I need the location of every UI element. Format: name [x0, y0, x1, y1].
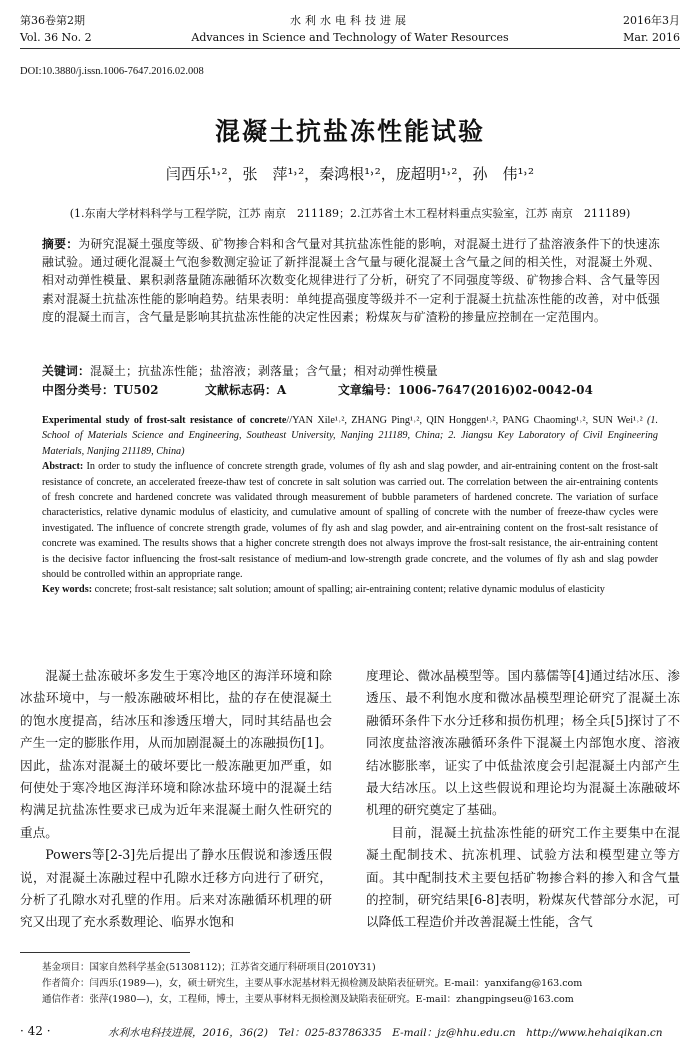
affiliation: (1.东南大学材料科学与工程学院，江苏 南京 211189；2.江苏省土木工程材料重点实验室，江苏 南京 211189) — [69, 207, 631, 220]
en-keywords-text: concrete; frost-salt resistance; salt solution; amount of spalling; air-entraining content; relative dynamic modulus of elasticity — [94, 584, 605, 596]
article-no-value: 1006-7647(2016)02-0042-04 — [398, 383, 594, 397]
en-keywords-label: Key words: — [42, 584, 93, 596]
issue-en: Vol. 36 No. 2 — [20, 31, 92, 44]
journal-en: Advances in Science and Technology of Water Resources — [191, 31, 509, 44]
footnote-fund: 基金项目：国家自然科学基金(51308112)；江苏省交通厅科研项目(2010Y31) — [42, 962, 376, 973]
en-title: Experimental study of frost-salt resistance of concrete — [42, 415, 287, 426]
right-paragraph-1: 度理论、微冰晶模型等。国内慕儒等[4]通过结冰压、渗透压、最不利饱水度和微冰晶模型理论研究了混凝土冻融循环条件下水分迁移和损伤机理；杨全兵[5]探讨了不同浓度盐溶液冻融循环条件下混凝土内部饱水度、溶液结冰膨胀率，证实了中低盐浓度会引起混凝土内部产生最大结冰压。以上这些假说和理论均为混凝土冻融破坏机理的研究奠定了基础。 — [366, 668, 680, 818]
issue-cn: 第36卷第2期 — [20, 14, 85, 27]
clc-value: TU502 — [113, 383, 159, 397]
en-affil: (1. School of Materials Science and Engineering, Southeast University, Nanjing 211189, China; 2. Jiangsu Key Laboratory of Civil Engineering Materials, Nanjing 211189, China) — [42, 415, 659, 457]
en-abstract-text: In order to study the influence of concrete strength grade, volumes of fly ash and slag powder, and air-entraining content on the frost-salt resistance of concrete, an accelerated freeze-thaw test of concrete in salt solution was carried out. The correlation between the air-entraining contents of fresh concrete and hardened concrete was validated through measurement of bubble parameters of hardened concrete. The variation of surface characteristics, relative dynamic modulus of elasticity, and cumulative amount of spalling of concrete with the number of freeze-thaw cycles were investigated. The influence of concrete strength grade, volumes of fly ash and slag powder, and air-entraining content on the frost-salt resistance of concrete was examined. The results shows that a higher concrete strength does not always improve the frost-salt resistance, the air-entraining content is the decisive factor influencing the frost-salt resistance of medium-and low-strength grade concrete, and the volumes of fly ash and slag powder should be controlled within an appropriate range. — [42, 461, 658, 581]
article-no-label: 文章编号： — [338, 383, 398, 397]
authors: 闫西乐¹˒²，张 萍¹˒²，秦鸿根¹˒²，庞超明¹˒²，孙 伟¹˒² — [165, 165, 535, 183]
footnote-author: 作者简介：闫西乐(1989—)，女，硕士研究生，主要从事水泥基材料无损检测及缺陷表征研究。E-mail：yanxifang@163.com — [42, 978, 583, 989]
footnote-corresponding: 通信作者：张萍(1980—)，女，工程师，博士，主要从事材料无损检测及缺陷表征研究。E-mail：zhangpingseu@163.com — [42, 994, 574, 1005]
date-cn: 2016年3月 — [623, 14, 680, 27]
left-paragraph-2: Powers等[2-3]先后提出了静水压假说和渗透压假说，对混凝土冻融过程中孔隙水迁移方向进行了研究，分析了孔隙水对孔壁的作用。后来对冻融循环机理的研究又出现了充水系数理论、临界水饱和 — [20, 847, 332, 930]
footnote-rule — [20, 952, 190, 953]
body-right-column — [366, 665, 680, 934]
en-abstract-label: Abstract: — [42, 461, 84, 473]
page-number: · 42 · — [20, 1024, 51, 1038]
classification-line — [42, 381, 660, 399]
abstract-en — [42, 413, 658, 598]
abstract-cn-text: 为研究混凝土强度等级、矿物掺合料和含气量对其抗盐冻性能的影响，对混凝土进行了盐溶液条件下的快速冻融试验。通过硬化混凝土气泡参数测定验证了新拌混凝土含气量与硬化混凝土含气量之间的相关性，对混凝土外观、相对动弹性模量、累积剥落量随冻融循环次数变化规律进行了分析，研究了不同强度等级、矿物掺合料、含气量等因素对混凝土抗盐冻性能的影响趋势。结果表明：单纯提高强度等级并不一定利于混凝土抗盐冻性能的改善，对中低强度的混凝土而言，含气量是影响其抗盐冻性能的决定性因素；粉煤灰与矿渣粉的掺量应控制在一定范围内。 — [42, 237, 660, 324]
abstract-cn-label: 摘要： — [42, 237, 79, 251]
footnotes — [42, 960, 662, 1008]
abstract-cn — [42, 235, 660, 326]
date-en: Mar. 2016 — [623, 31, 680, 44]
keywords-cn — [42, 362, 660, 380]
clc-label: 中图分类号： — [42, 383, 114, 397]
doi: DOI:10.3880/j.issn.1006-7647.2016.02.008 — [20, 66, 204, 77]
paper-title: 混凝土抗盐冻性能试验 — [214, 117, 485, 146]
left-paragraph-1: 混凝土盐冻破坏多发生于寒冷地区的海洋环境和除冰盐环境中，与一般冻融破坏相比，盐的存在使混凝土的饱水度提高，结冰压和渗透压增大，同时其结晶也会产生一定的膨胀作用，从而加剧混凝土的冻融损伤[1]。因此，盐冻对混凝土的破坏要比一般冻融更加严重，如何使处于寒冷地区海洋环境和除冰盐环境中的混凝土结构满足抗盐冻性要求已成为近年来混凝土耐久性研究的重点。 — [20, 668, 332, 840]
doc-code-label: 文献标志码： — [205, 383, 277, 397]
en-authors: //YAN Xile¹˒², ZHANG Ping¹˒², QIN Honggen¹˒², PANG Chaoming¹˒², SUN Wei¹˒² — [286, 415, 643, 426]
journal-cn: 水利水电科技进展 — [290, 14, 410, 27]
doc-code-value: A — [276, 383, 287, 397]
keywords-cn-text: 混凝土；抗盐冻性能；盐溶液；剥落量；含气量；相对动弹性模量 — [90, 364, 438, 378]
header-rule — [20, 48, 680, 49]
footer-info: 水利水电科技进展，2016，36(2) Tel：025-83786335 E-mail：jz@hhu.edu.cn http://www.hehaiqikan.cn — [108, 1027, 663, 1039]
keywords-cn-label: 关键词： — [42, 364, 90, 378]
right-paragraph-2: 目前，混凝土抗盐冻性能的研究工作主要集中在混凝土配制技术、抗冻机理、试验方法和模型建立等方面。其中配制技术主要包括矿物掺合料的掺入和含气量的控制，研究结果[6-8]表明，粉煤灰代替部分水泥，可以降低工程造价并改善混凝土性能，含气 — [366, 824, 680, 930]
body-left-column — [20, 665, 332, 934]
